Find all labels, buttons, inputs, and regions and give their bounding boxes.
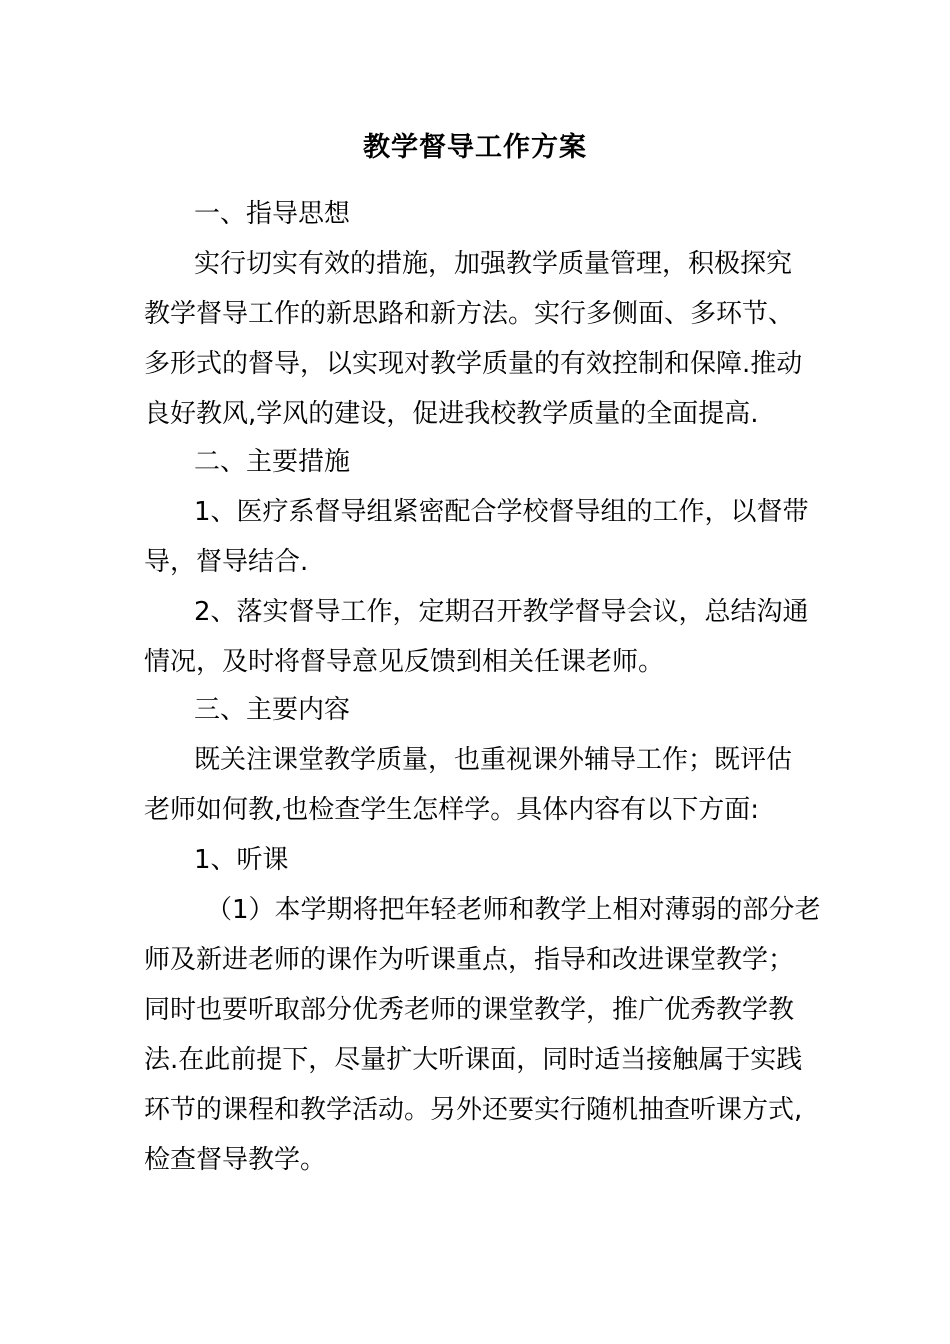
section-heading-main-measures: 二、主要措施 bbox=[194, 447, 351, 477]
paragraph-line: 检查督导教学。 bbox=[144, 1145, 327, 1175]
paragraph-line: 同时也要听取部分优秀老师的课堂教学，推广优秀教学教 bbox=[144, 995, 795, 1025]
paragraph-line: 情况，及时将督导意见反馈到相关任课老师。 bbox=[144, 647, 665, 677]
paragraph-line: 导，督导结合. bbox=[144, 547, 309, 577]
section-heading-guiding-thought: 一、指导思想 bbox=[194, 199, 351, 229]
paragraph-line: 2、落实督导工作，定期召开教学督导会议，总结沟通 bbox=[194, 597, 809, 627]
paragraph-line: 环节的课程和教学活动。另外还要实行随机抽查听课方式, bbox=[144, 1095, 803, 1125]
paragraph-line: 老师如何教,也检查学生怎样学。具体内容有以下方面: bbox=[144, 795, 760, 825]
paragraph-line: 1、医疗系督导组紧密配合学校督导组的工作，以督带 bbox=[194, 497, 809, 527]
paragraph-line: 法.在此前提下，尽量扩大听课面，同时适当接触属于实践 bbox=[144, 1045, 803, 1075]
paragraph-line: 良好教风,学风的建设，促进我校教学质量的全面提高. bbox=[144, 399, 759, 429]
section-heading-main-content: 三、主要内容 bbox=[194, 695, 351, 725]
paragraph-line: （1）本学期将把年轻老师和教学上相对薄弱的部分老 bbox=[206, 895, 821, 925]
paragraph-line: 实行切实有效的措施，加强教学质量管理，积极探究 bbox=[194, 249, 793, 279]
paragraph-line: 教学督导工作的新思路和新方法。实行多侧面、多环节、 bbox=[144, 299, 795, 329]
paragraph-line: 多形式的督导，以实现对教学质量的有效控制和保障.推动 bbox=[144, 349, 803, 379]
paragraph-line: 师及新进老师的课作为听课重点，指导和改进课堂教学； bbox=[144, 945, 795, 975]
subsection-heading-lecture-listening: 1、听课 bbox=[194, 845, 289, 875]
document-title: 教学督导工作方案 bbox=[363, 132, 587, 163]
paragraph-line: 既关注课堂教学质量，也重视课外辅导工作；既评估 bbox=[194, 745, 793, 775]
